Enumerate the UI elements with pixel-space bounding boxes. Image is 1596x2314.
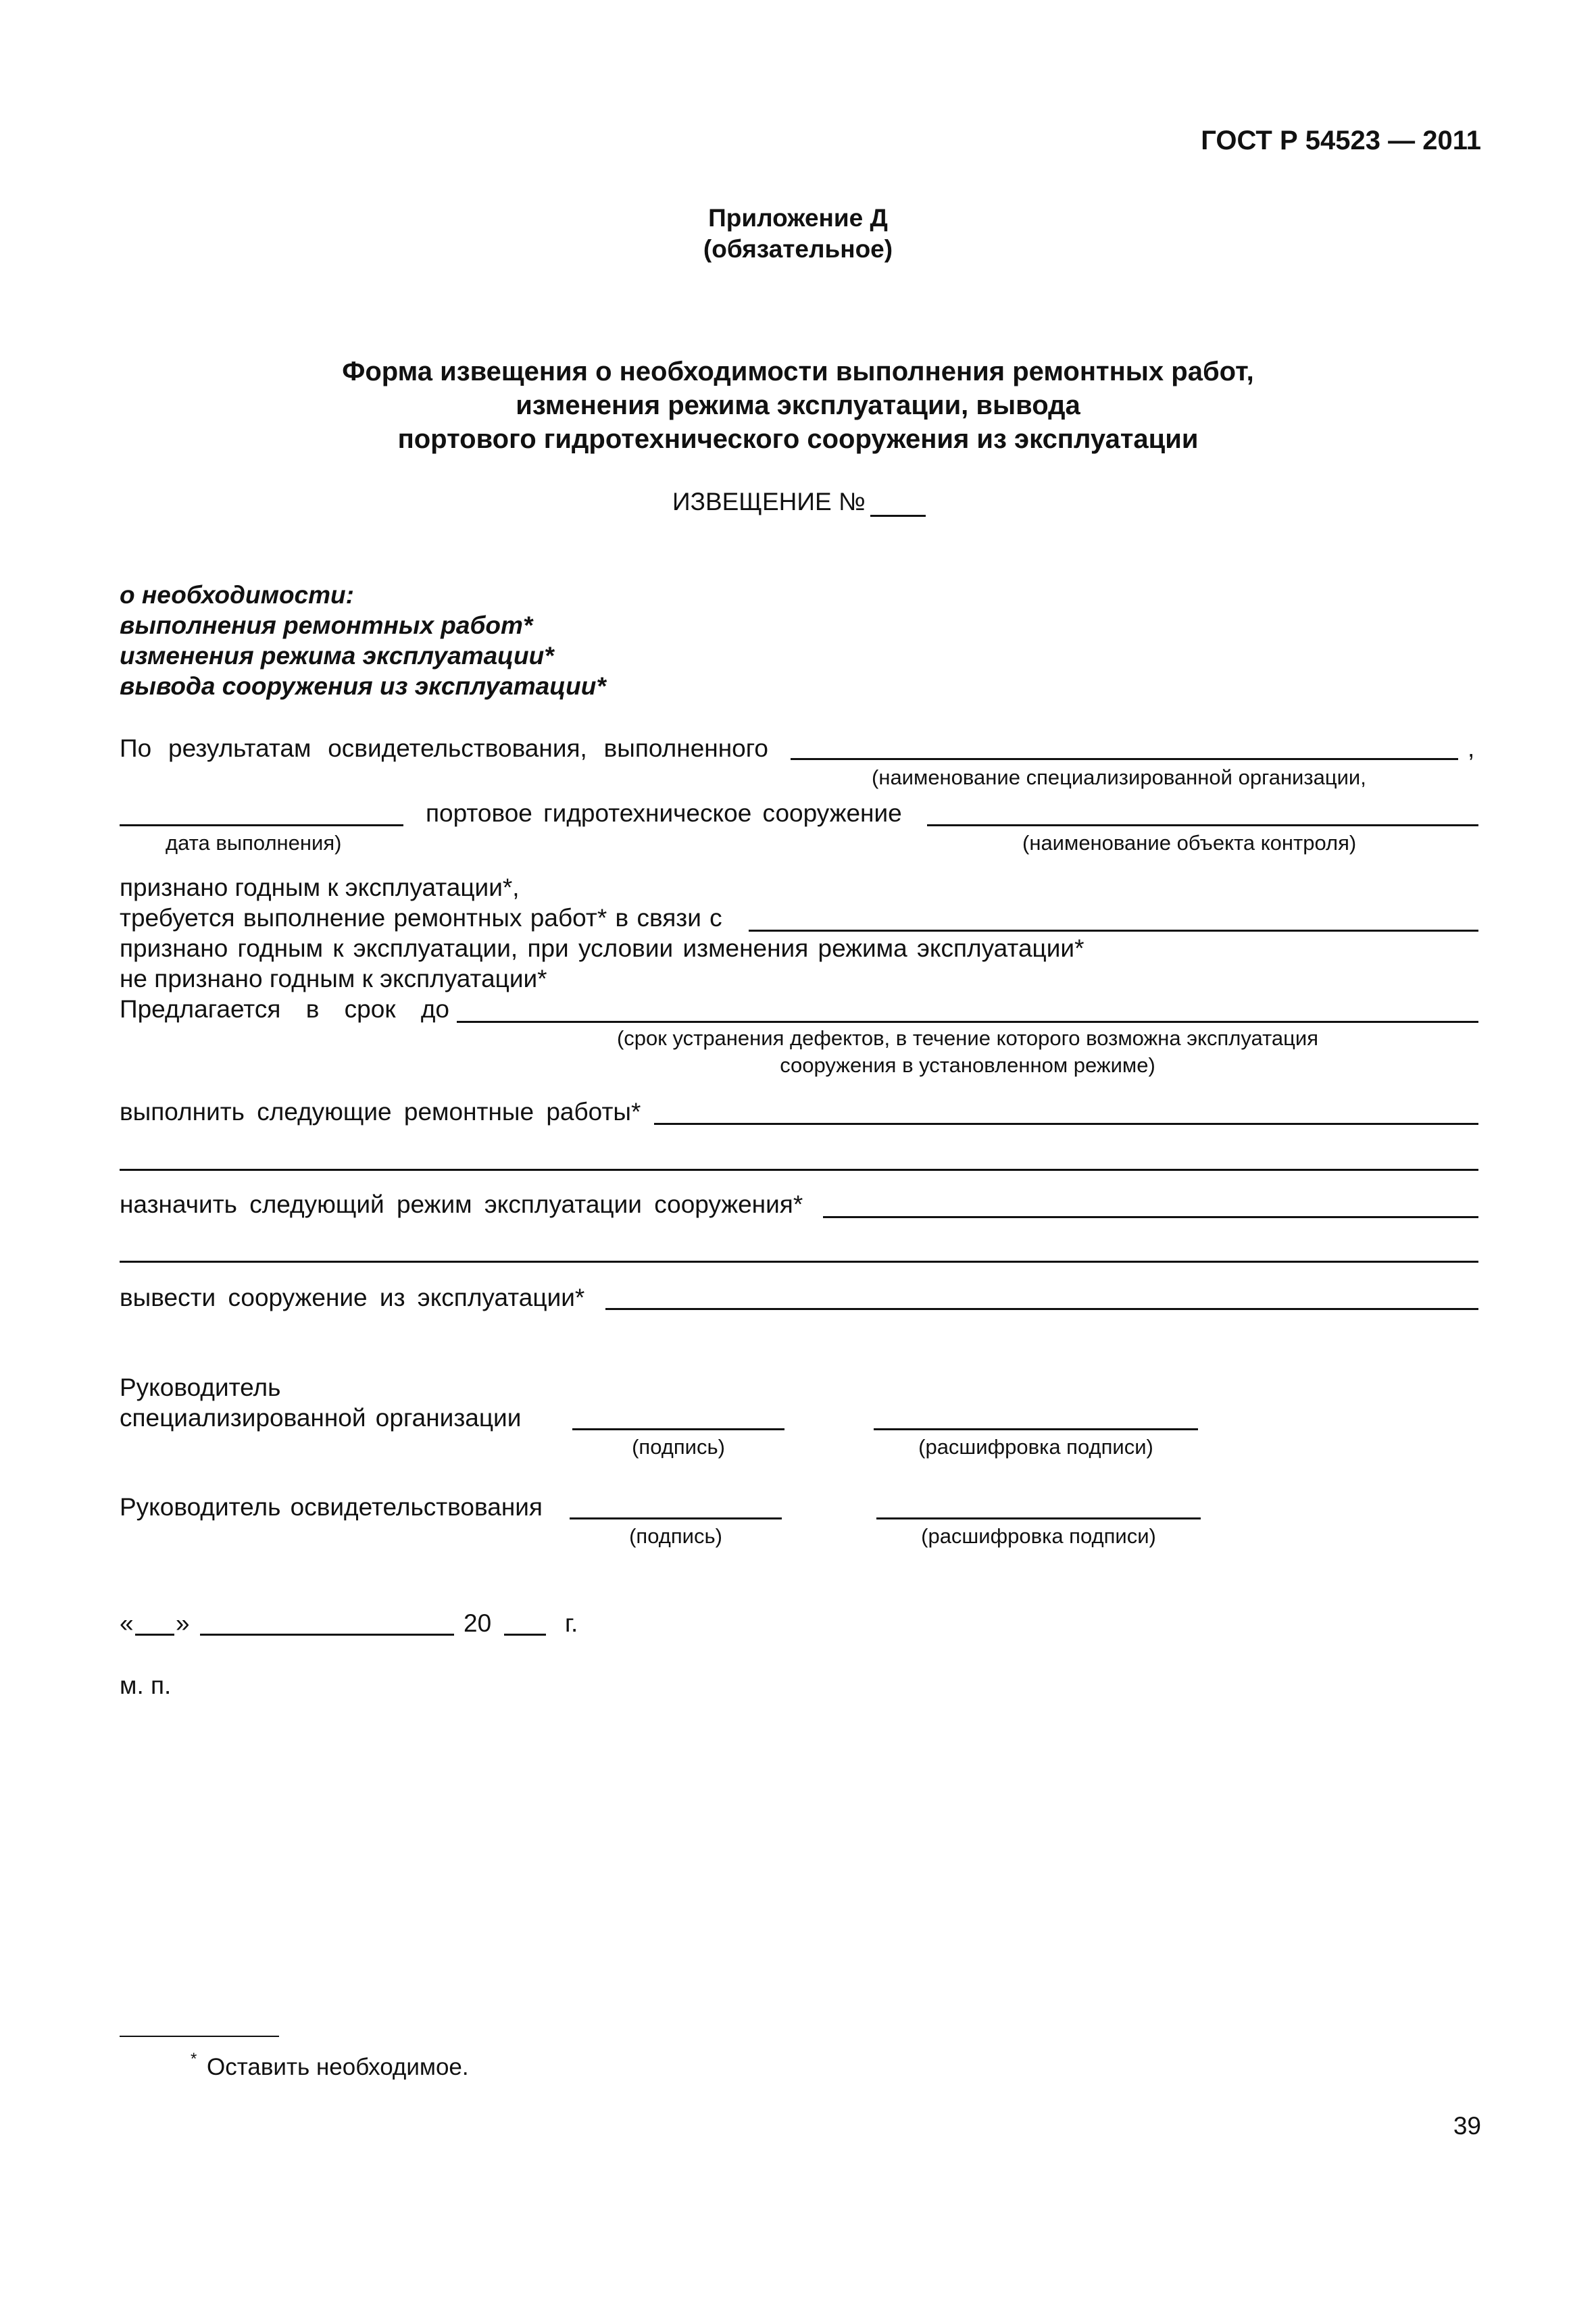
necessity-option-mode: изменения режима эксплуатации*	[120, 642, 554, 670]
term-caption-1: (срок устранения дефектов, в течение которого возможна эксплуатация	[616, 1026, 1319, 1050]
footnote-mark: *	[191, 2050, 197, 2068]
necessity-option-repair: выполнения ремонтных работ*	[120, 611, 533, 639]
term-caption-2: сооружения в установленном режиме)	[780, 1053, 1155, 1077]
inspection-date-field[interactable]	[120, 824, 403, 826]
date-year-prefix: 20	[464, 1609, 492, 1637]
notice-number-field[interactable]	[870, 515, 926, 517]
date-close-quote: »	[176, 1609, 190, 1637]
head-inspection-signature-field[interactable]	[570, 1517, 782, 1519]
status-unfit: не признано годным к эксплуатации*	[120, 965, 547, 992]
date-day-field[interactable]	[135, 1634, 174, 1636]
footnote-text: Оставить необходимое.	[207, 2054, 469, 2080]
date-year-field[interactable]	[504, 1634, 546, 1636]
operation-mode-field-1[interactable]	[823, 1216, 1478, 1218]
appendix-status: (обязательное)	[703, 235, 893, 263]
date-year-suffix: г.	[565, 1609, 578, 1637]
necessity-option-decommission: вывода сооружения из эксплуатации*	[120, 672, 606, 700]
head-org-label-2: специализированной организации	[120, 1404, 522, 1432]
status-fit: признано годным к эксплуатации*,	[120, 874, 520, 901]
form-title-line2: изменения режима эксплуатации, вывода	[516, 391, 1080, 420]
page-number: 39	[1453, 2112, 1481, 2140]
notice-label: ИЗВЕЩЕНИЕ №	[672, 488, 866, 515]
inspection-text: По результатам освидетельствования, выполненного	[120, 734, 768, 762]
appendix-title: Приложение Д	[708, 204, 888, 232]
head-org-label-1: Руководитель	[120, 1374, 281, 1401]
head-inspection-signature-caption: (подпись)	[629, 1524, 722, 1548]
head-org-decoding-caption: (расшифровка подписи)	[918, 1435, 1153, 1459]
object-caption: (наименование объекта контроля)	[1022, 831, 1357, 855]
repair-works-text: выполнить следующие ремонтные работы*	[120, 1098, 641, 1126]
footnote-separator	[120, 2036, 279, 2037]
structure-text: портовое гидротехническое сооружение	[426, 799, 902, 827]
operation-mode-text: назначить следующий режим эксплуатации сооружения*	[120, 1190, 803, 1218]
form-title-line1: Форма извещения о необходимости выполнения ремонтных работ,	[342, 357, 1254, 386]
date-month-field[interactable]	[200, 1634, 454, 1636]
head-inspection-decoding-caption: (расшифровка подписи)	[921, 1524, 1156, 1548]
proposed-text: Предлагается в срок до	[120, 995, 449, 1023]
control-object-field[interactable]	[927, 824, 1478, 826]
head-org-decoding-field[interactable]	[874, 1428, 1198, 1430]
date-open-quote: «	[120, 1609, 134, 1637]
organization-caption: (наименование специализированной организации,	[872, 765, 1366, 789]
head-inspection-decoding-field[interactable]	[876, 1517, 1201, 1519]
head-org-signature-caption: (подпись)	[632, 1435, 725, 1459]
head-org-signature-field[interactable]	[572, 1428, 784, 1430]
necessity-heading: о необходимости:	[120, 581, 354, 609]
decommission-field[interactable]	[605, 1308, 1478, 1310]
document-code: ГОСТ Р 54523 — 2011	[1201, 126, 1481, 155]
form-title-line3: портового гидротехнического сооружения из эксплуатации	[397, 424, 1199, 454]
date-caption: дата выполнения)	[166, 831, 342, 855]
organization-name-field[interactable]	[791, 758, 1458, 760]
comma: ,	[1468, 734, 1475, 762]
repair-reason-field[interactable]	[749, 930, 1478, 932]
stamp-place: м. п.	[120, 1671, 172, 1699]
repair-works-field-1[interactable]	[654, 1123, 1478, 1125]
status-repair-required: требуется выполнение ремонтных работ* в связи с	[120, 904, 722, 932]
repair-works-field-2[interactable]	[120, 1169, 1478, 1171]
status-fit-conditional: признано годным к эксплуатации, при условии изменения режима эксплуатации*	[120, 934, 1084, 962]
head-inspection-label: Руководитель освидетельствования	[120, 1493, 543, 1521]
operation-mode-field-2[interactable]	[120, 1261, 1478, 1263]
decommission-text: вывести сооружение из эксплуатации*	[120, 1284, 585, 1311]
term-field[interactable]	[457, 1021, 1478, 1023]
